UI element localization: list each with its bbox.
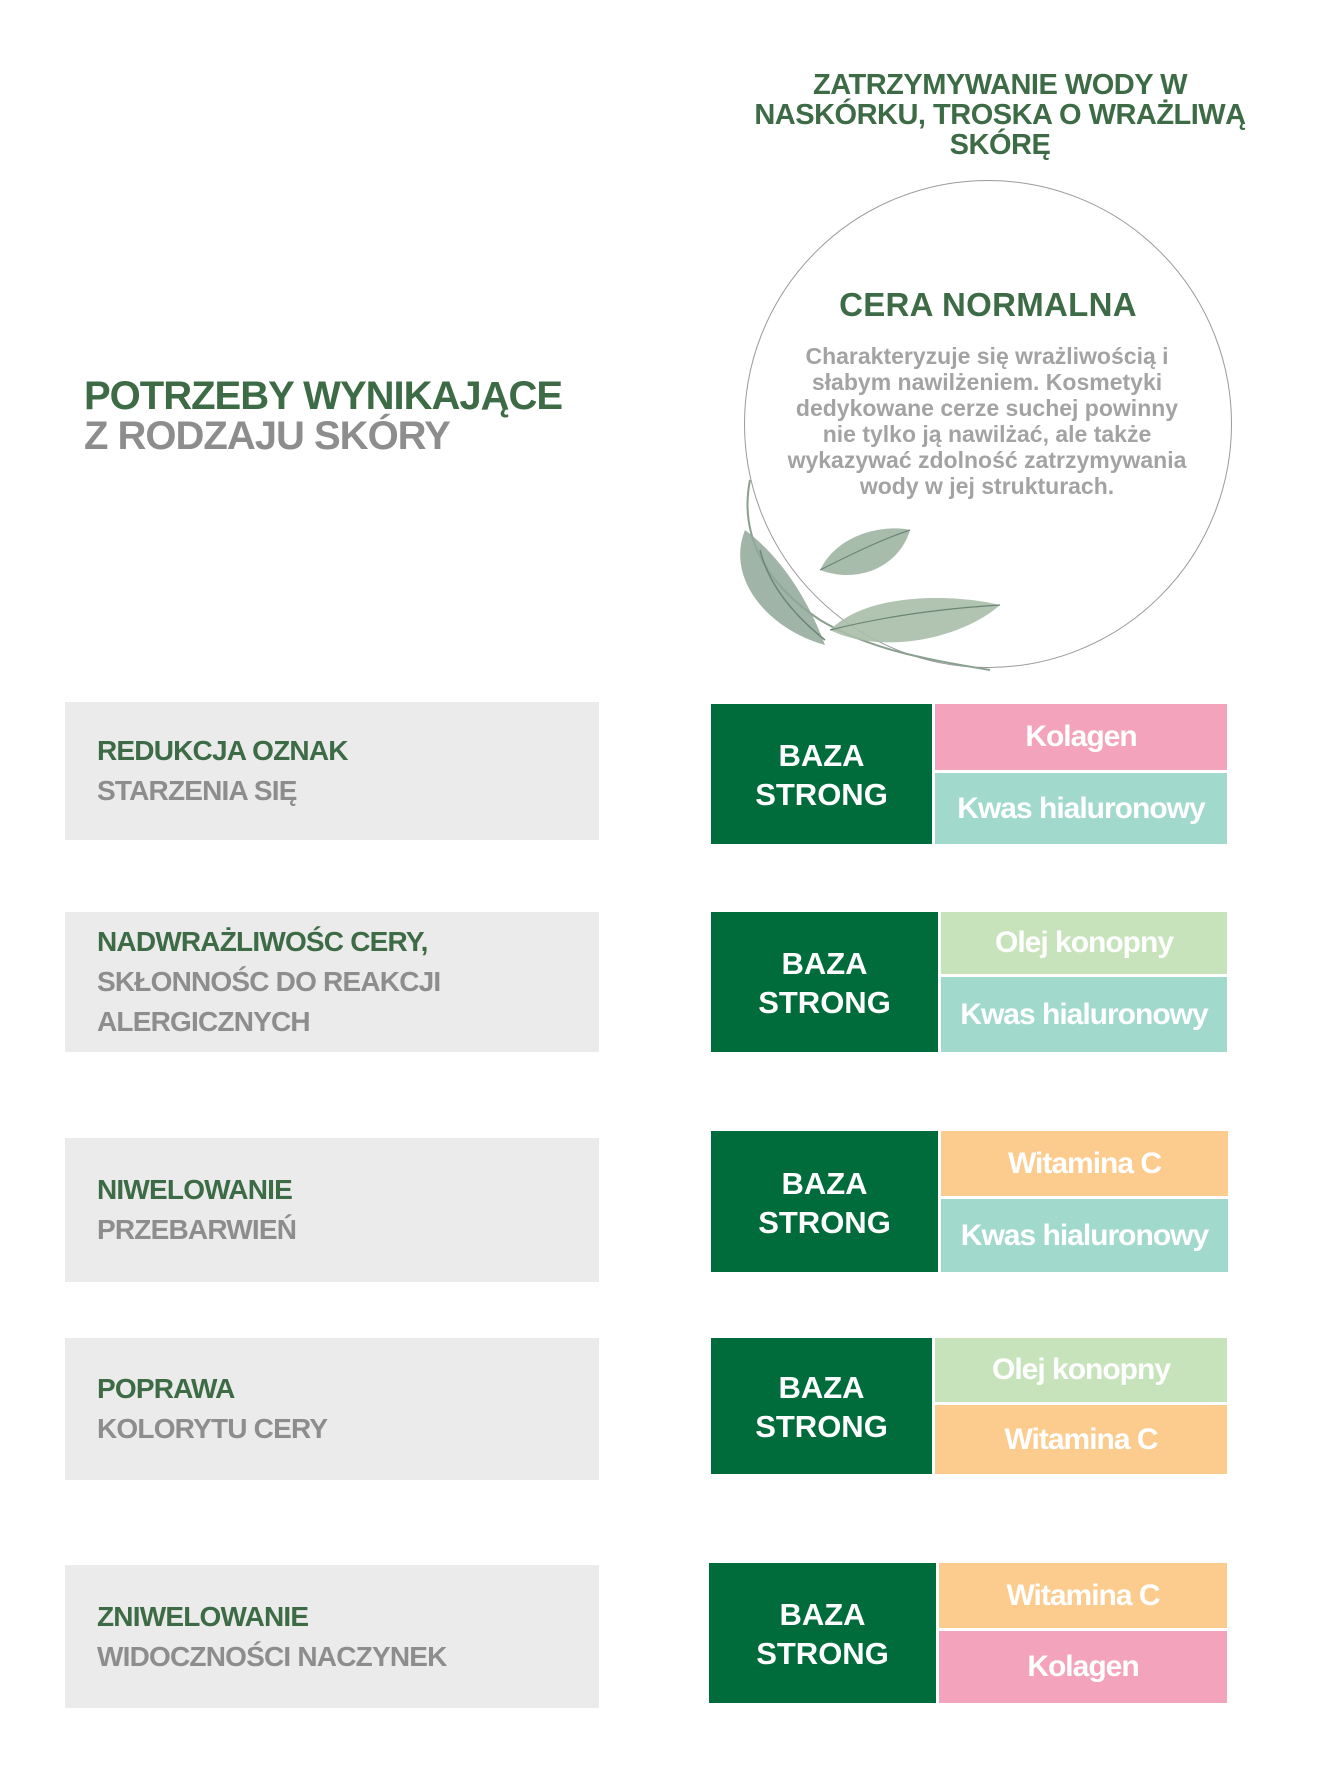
base-strong-block xyxy=(711,912,938,1052)
combo xyxy=(711,1131,1228,1272)
need-title: ZNIWELOWANIE xyxy=(97,1600,309,1632)
need-box xyxy=(65,1138,599,1282)
base-line2: STRONG xyxy=(755,777,888,812)
base-line1: BAZA xyxy=(779,1597,866,1632)
combo xyxy=(711,704,1227,844)
ingredient-chip: Kwas hialuronowy xyxy=(941,977,1227,1052)
need-subtitle: WIDOCZNOŚCI NACZYNEK xyxy=(97,1640,447,1672)
base-line1: BAZA xyxy=(781,946,868,981)
ingredient-chip: Kolagen xyxy=(935,704,1227,770)
ingredient-chip: Witamina C xyxy=(935,1405,1227,1474)
ingredient-chip: Olej konopny xyxy=(941,912,1227,974)
ingredient-list xyxy=(941,1131,1228,1272)
ingredient-chip: Olej konopny xyxy=(935,1338,1227,1402)
skin-type-description: Charakteryzuje się wrażliwością i słabym nawilżeniem. Kosmetyki dedykowane cerze suchej powinny nie tylko ją nawilżać, ale także wykazywać zdolność zatrzymywania wody w jej strukturach. xyxy=(787,343,1187,499)
ingredient-list xyxy=(935,704,1227,844)
ingredient-chip: Witamina C xyxy=(941,1131,1228,1196)
need-box xyxy=(65,1338,599,1480)
need-box xyxy=(65,702,599,840)
base-strong-block xyxy=(711,1338,932,1474)
ingredient-list xyxy=(939,1563,1227,1703)
base-strong-block xyxy=(711,1131,938,1272)
base-line1: BAZA xyxy=(778,1370,865,1405)
ingredient-list xyxy=(935,1338,1227,1474)
main-heading-line2: Z RODZAJU SKÓRY xyxy=(84,414,450,458)
need-box xyxy=(65,1565,599,1708)
ingredient-chip: Kwas hialuronowy xyxy=(941,1199,1228,1272)
need-subtitle: KOLORYTU CERY xyxy=(97,1413,328,1444)
main-heading-line1: POTRZEBY WYNIKAJĄCE xyxy=(84,374,563,418)
need-title: REDUKCJA OZNAK xyxy=(97,735,348,766)
ingredient-list xyxy=(941,912,1227,1052)
combo xyxy=(709,1563,1227,1703)
need-subtitle: ALERGICZNYCH xyxy=(97,1006,310,1037)
need-subtitle: STARZENIA SIĘ xyxy=(97,775,297,806)
need-subtitle: SKŁONNOŚC DO REAKCJI xyxy=(97,966,441,997)
eucalyptus-leaves-icon xyxy=(730,470,1030,680)
base-line2: STRONG xyxy=(756,1636,889,1671)
base-strong-block xyxy=(709,1563,936,1703)
need-title: NIWELOWANIE xyxy=(97,1174,292,1205)
base-line1: BAZA xyxy=(778,738,865,773)
base-line2: STRONG xyxy=(755,1409,888,1444)
skin-type-title: CERA NORMALNA xyxy=(839,286,1137,323)
base-line1: BAZA xyxy=(781,1165,868,1201)
ingredient-chip: Witamina C xyxy=(939,1563,1227,1628)
top-caption: ZATRZYMYWANIE WODY W NASKÓRKU, TROSKA O WRAŻLIWĄ SKÓRĘ xyxy=(754,69,1246,161)
ingredient-chip: Kolagen xyxy=(939,1631,1227,1703)
need-box xyxy=(65,912,599,1052)
base-strong-block xyxy=(711,704,932,844)
combo xyxy=(711,912,1227,1052)
base-line2: STRONG xyxy=(758,1204,891,1240)
need-subtitle: PRZEBARWIEŃ xyxy=(97,1214,297,1245)
need-title: NADWRAŻLIWOŚC CERY, xyxy=(97,926,428,957)
need-title: POPRAWA xyxy=(97,1373,235,1404)
base-line2: STRONG xyxy=(758,985,891,1020)
ingredient-chip: Kwas hialuronowy xyxy=(935,773,1227,844)
main-heading xyxy=(84,376,562,456)
combo xyxy=(711,1338,1227,1474)
